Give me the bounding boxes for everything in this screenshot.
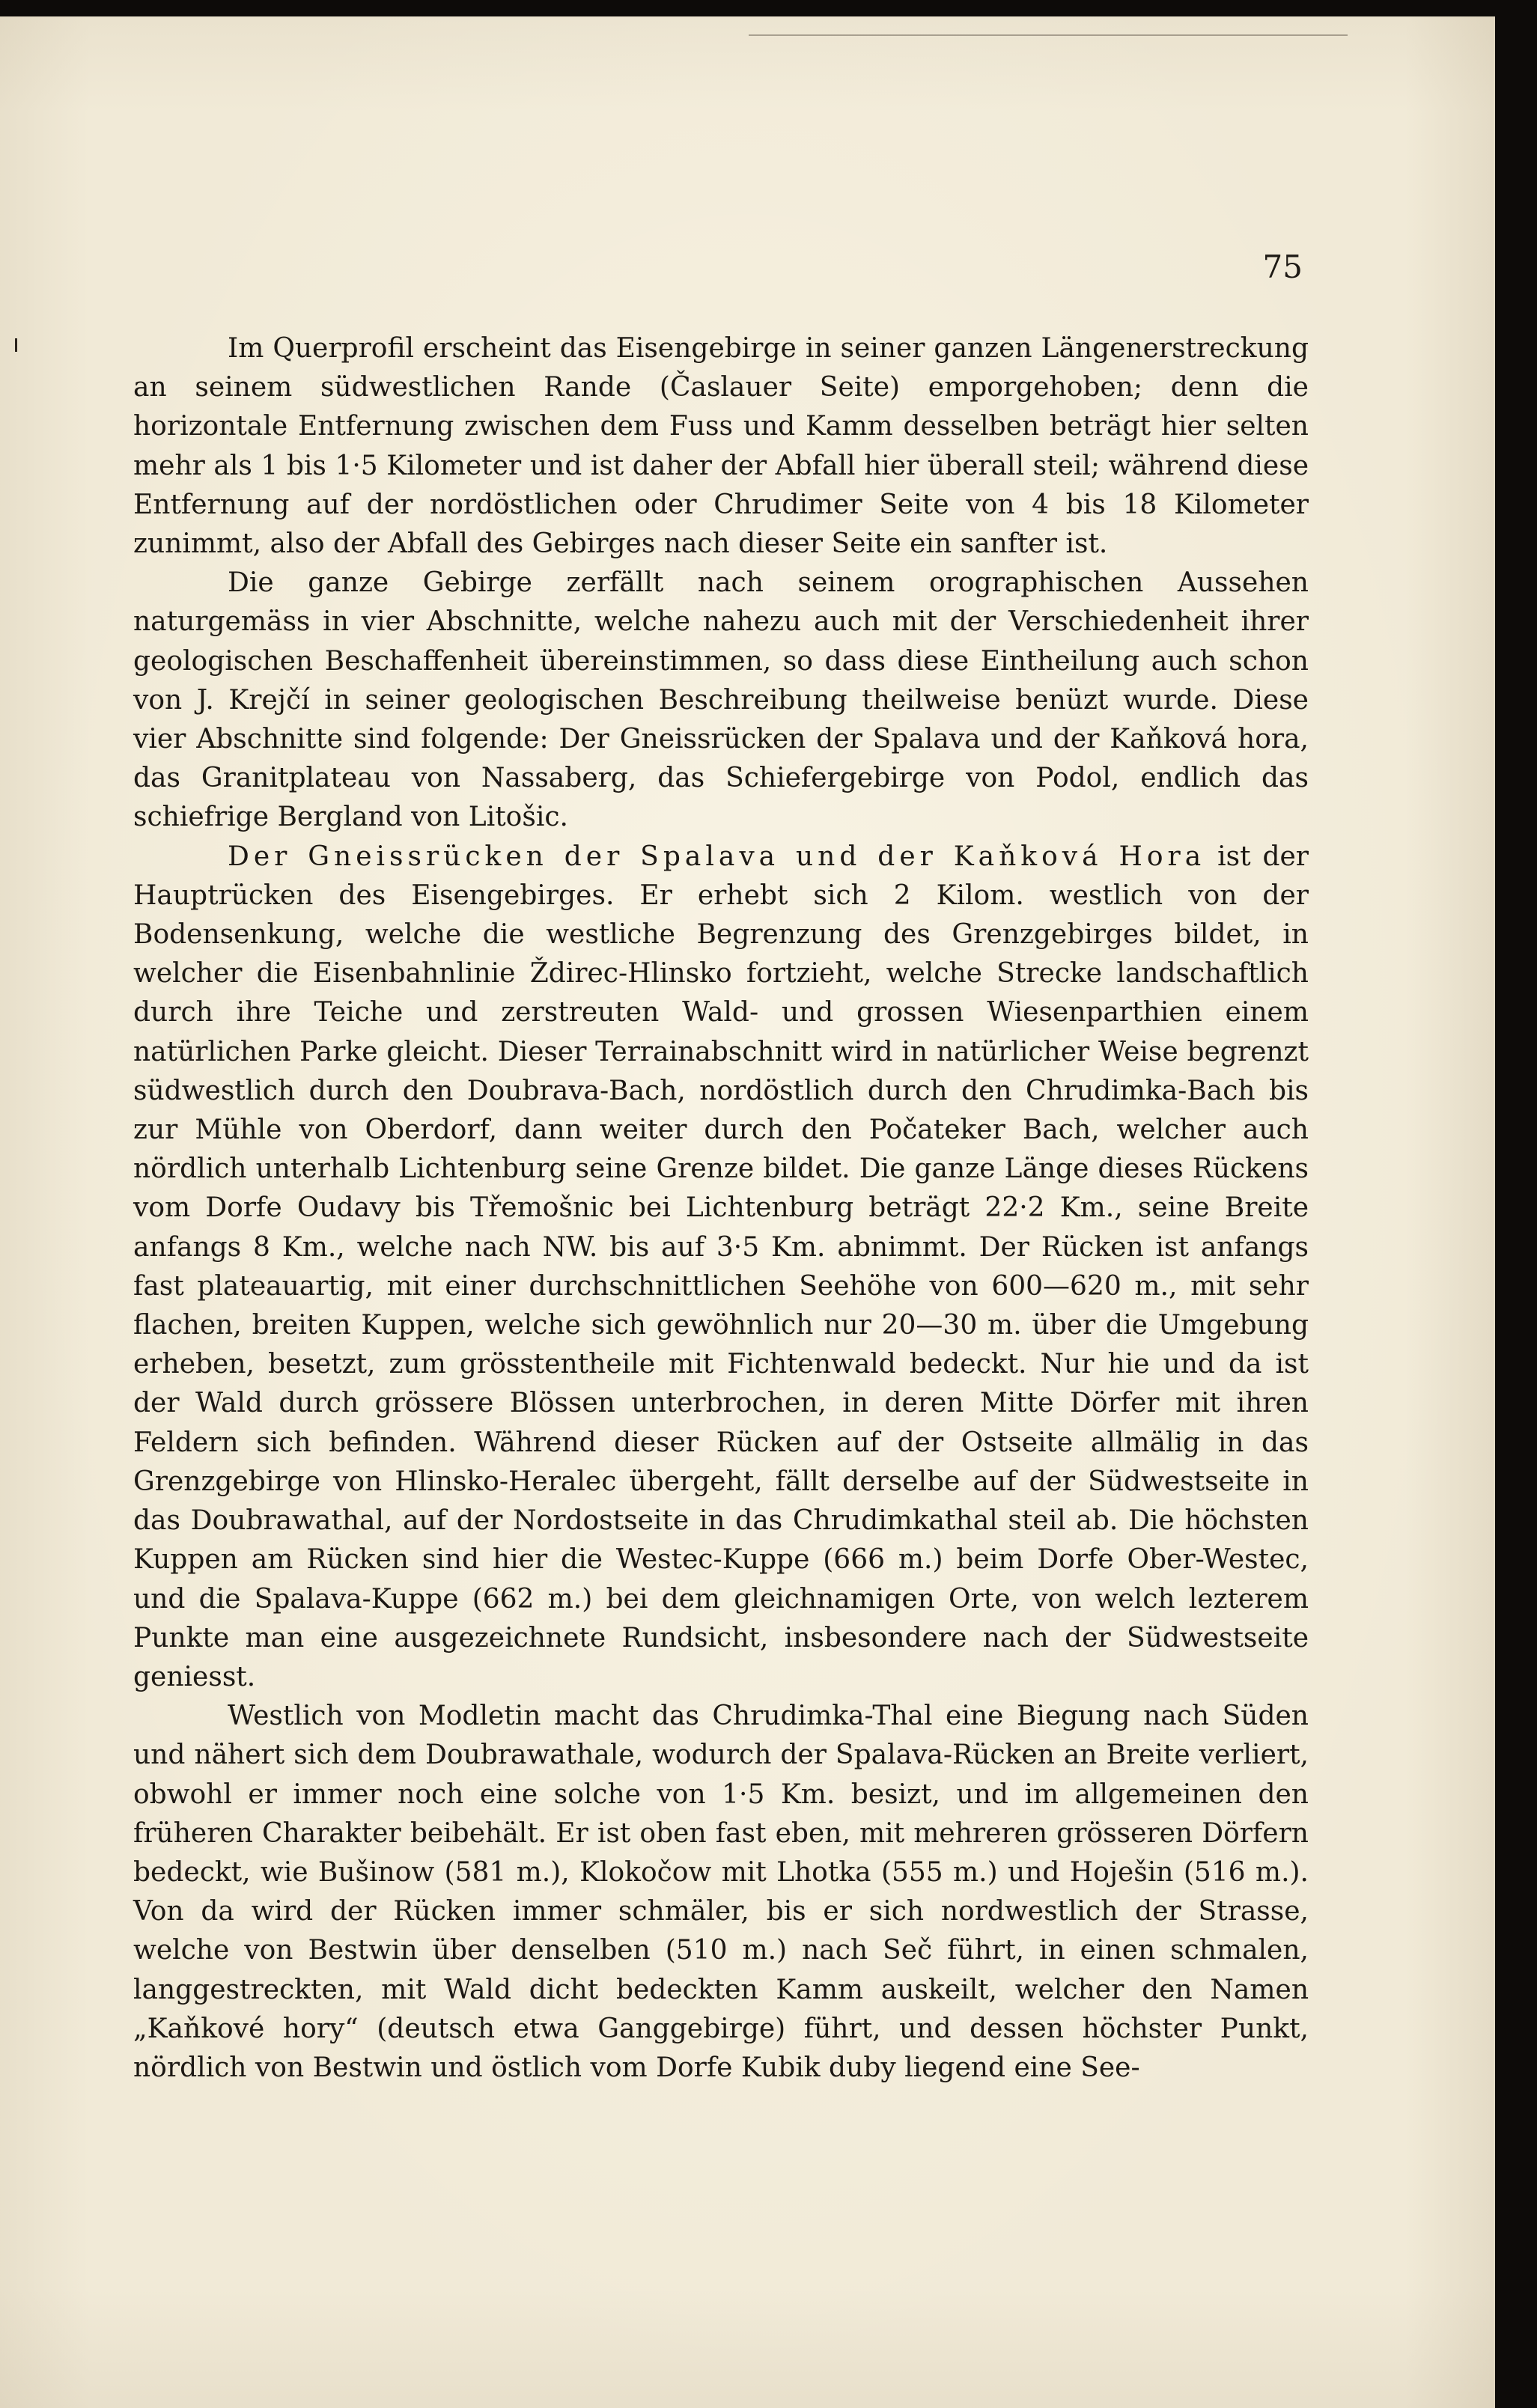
paragraph-3-text: ist der Hauptrücken des Eisengebirges. Er erhebt sich 2 Kilom. westlich von der Bodensenkung, welche die westliche Begrenzung des Grenzgebirges bildet, in welcher die Eisenbahnlinie Ždirec-Hlinsko fortzieht, welche Strecke landschaftlich durch ihre Teiche und zerstreuten Wald- und grossen Wiesenparthien einem natürlichen Parke gleicht. Dieser Terrainabschnitt wird in natürlicher Weise begrenzt südwestlich durch den Doubrava-Bach, nordöstlich durch den Chrudimka-Bach bis zur Mühle von Oberdorf, dann weiter durch den Počateker Bach, welcher auch nördlich unterhalb Lichtenburg seine Grenze bildet. Die ganze Länge dieses Rückens vom Dorfe Oudavy bis Třemošnic bei Lichtenburg beträgt 22·2 Km., seine Breite anfangs 8 Km., welche nach NW. bis auf 3·5 Km. abnimmt. Der Rücken ist anfangs fast plateauartig, mit einer durchschnittlichen Seehöhe von 600—620 m., mit sehr flachen, breiten Kuppen, welche sich gewöhnlich nur 20—30 m. über die Umgebung erheben, besetzt, zum grösstentheile mit Fichtenwald bedeckt. Nur hie und da ist der Wald durch grössere Blössen unterbrochen, in deren Mitte Dörfer mit ihren Feldern sich befinden. Während dieser Rücken auf der Ostseite allmälig in das Grenzgebirge von Hlinsko-Heralec übergeht, fällt derselbe auf der Südwestseite in das Doubrawathal, auf der Nordostseite in das Chrudimkathal steil ab. Die höchsten Kuppen am Rücken sind hier die Westec-Kuppe (666 m.) beim Dorfe Ober-Westec, und die Spalava-Kuppe (662 m.) bei dem gleichnamigen Orte, von welch lezterem Punkte man eine ausgezeichnete Rundsicht, insbesondere nach der Südwestseite geniesst. (133, 841, 1309, 1692)
paragraph-1: Im Querprofil erscheint das Eisengebirge in seiner ganzen Längenerstreckung an seinem südwestlichen Rande (Časlauer Seite) emporgehoben; denn die horizontale Entfernung zwischen dem Fuss und Kamm desselben beträgt hier selten mehr als 1 bis 1·5 Kilometer und ist daher der Abfall hier überall steil; während diese Entfernung auf der nordöstlichen oder Chrudimer Seite von 4 bis 18 Kilometer zunimmt, also der Abfall des Gebirges nach dieser Seite ein sanfter ist. (133, 333, 1309, 560)
section-lead: Der Gneissrücken der Spalava und der Kaňková Hora (228, 841, 1206, 872)
paragraph-4: Westlich von Modletin macht das Chrudimka-Thal eine Biegung nach Süden und nähert sich dem Doubrawathale, wodurch der Spalava-Rücken an Breite verliert, obwohl er immer noch eine solche von 1·5 Km. besizt, und im allgemeinen den früheren Charakter beibehält. Er ist oben fast eben, mit mehreren grösseren Dörfern bedeckt, wie Bušinow (581 m.), Klokočow mit Lhotka (555 m.) und Hoješin (516 m.). Von da wird der Rücken immer schmäler, bis er sich nordwestlich der Strasse, welche von Bestwin über denselben (510 m.) nach Seč führt, in einen schmalen, langgestreckten, mit Wald dicht bedeckten Kamm auskeilt, welcher den Namen „Kaňkové hory“ (deutsch etwa Ganggebirge) führt, und dessen höchster Punkt, nördlich von Bestwin und östlich vom Dorfe Kubik duby liegend eine See- (133, 1701, 1309, 2083)
paragraph-3 (133, 838, 1309, 1697)
text-body (133, 329, 1309, 2088)
edge-mark (15, 338, 17, 352)
page-number: 75 (1262, 249, 1303, 285)
book-page (0, 16, 1495, 2408)
paragraph-2: Die ganze Gebirge zerfällt nach seinem orographischen Aussehen naturgemäss in vier Abschnitte, welche nahezu auch mit der Verschiedenheit ihrer geologischen Beschaffenheit übereinstimmen, so dass diese Eintheilung auch schon von J. Krejčí in seiner geologischen Beschreibung theilweise benüzt wurde. Diese vier Abschnitte sind folgende: Der Gneissrücken der Spalava und der Kaňková hora, das Granitplateau von Nassaberg, das Schiefergebirge von Podol, endlich das schiefrige Bergland von Litošic. (133, 567, 1309, 833)
top-rule (749, 34, 1348, 36)
